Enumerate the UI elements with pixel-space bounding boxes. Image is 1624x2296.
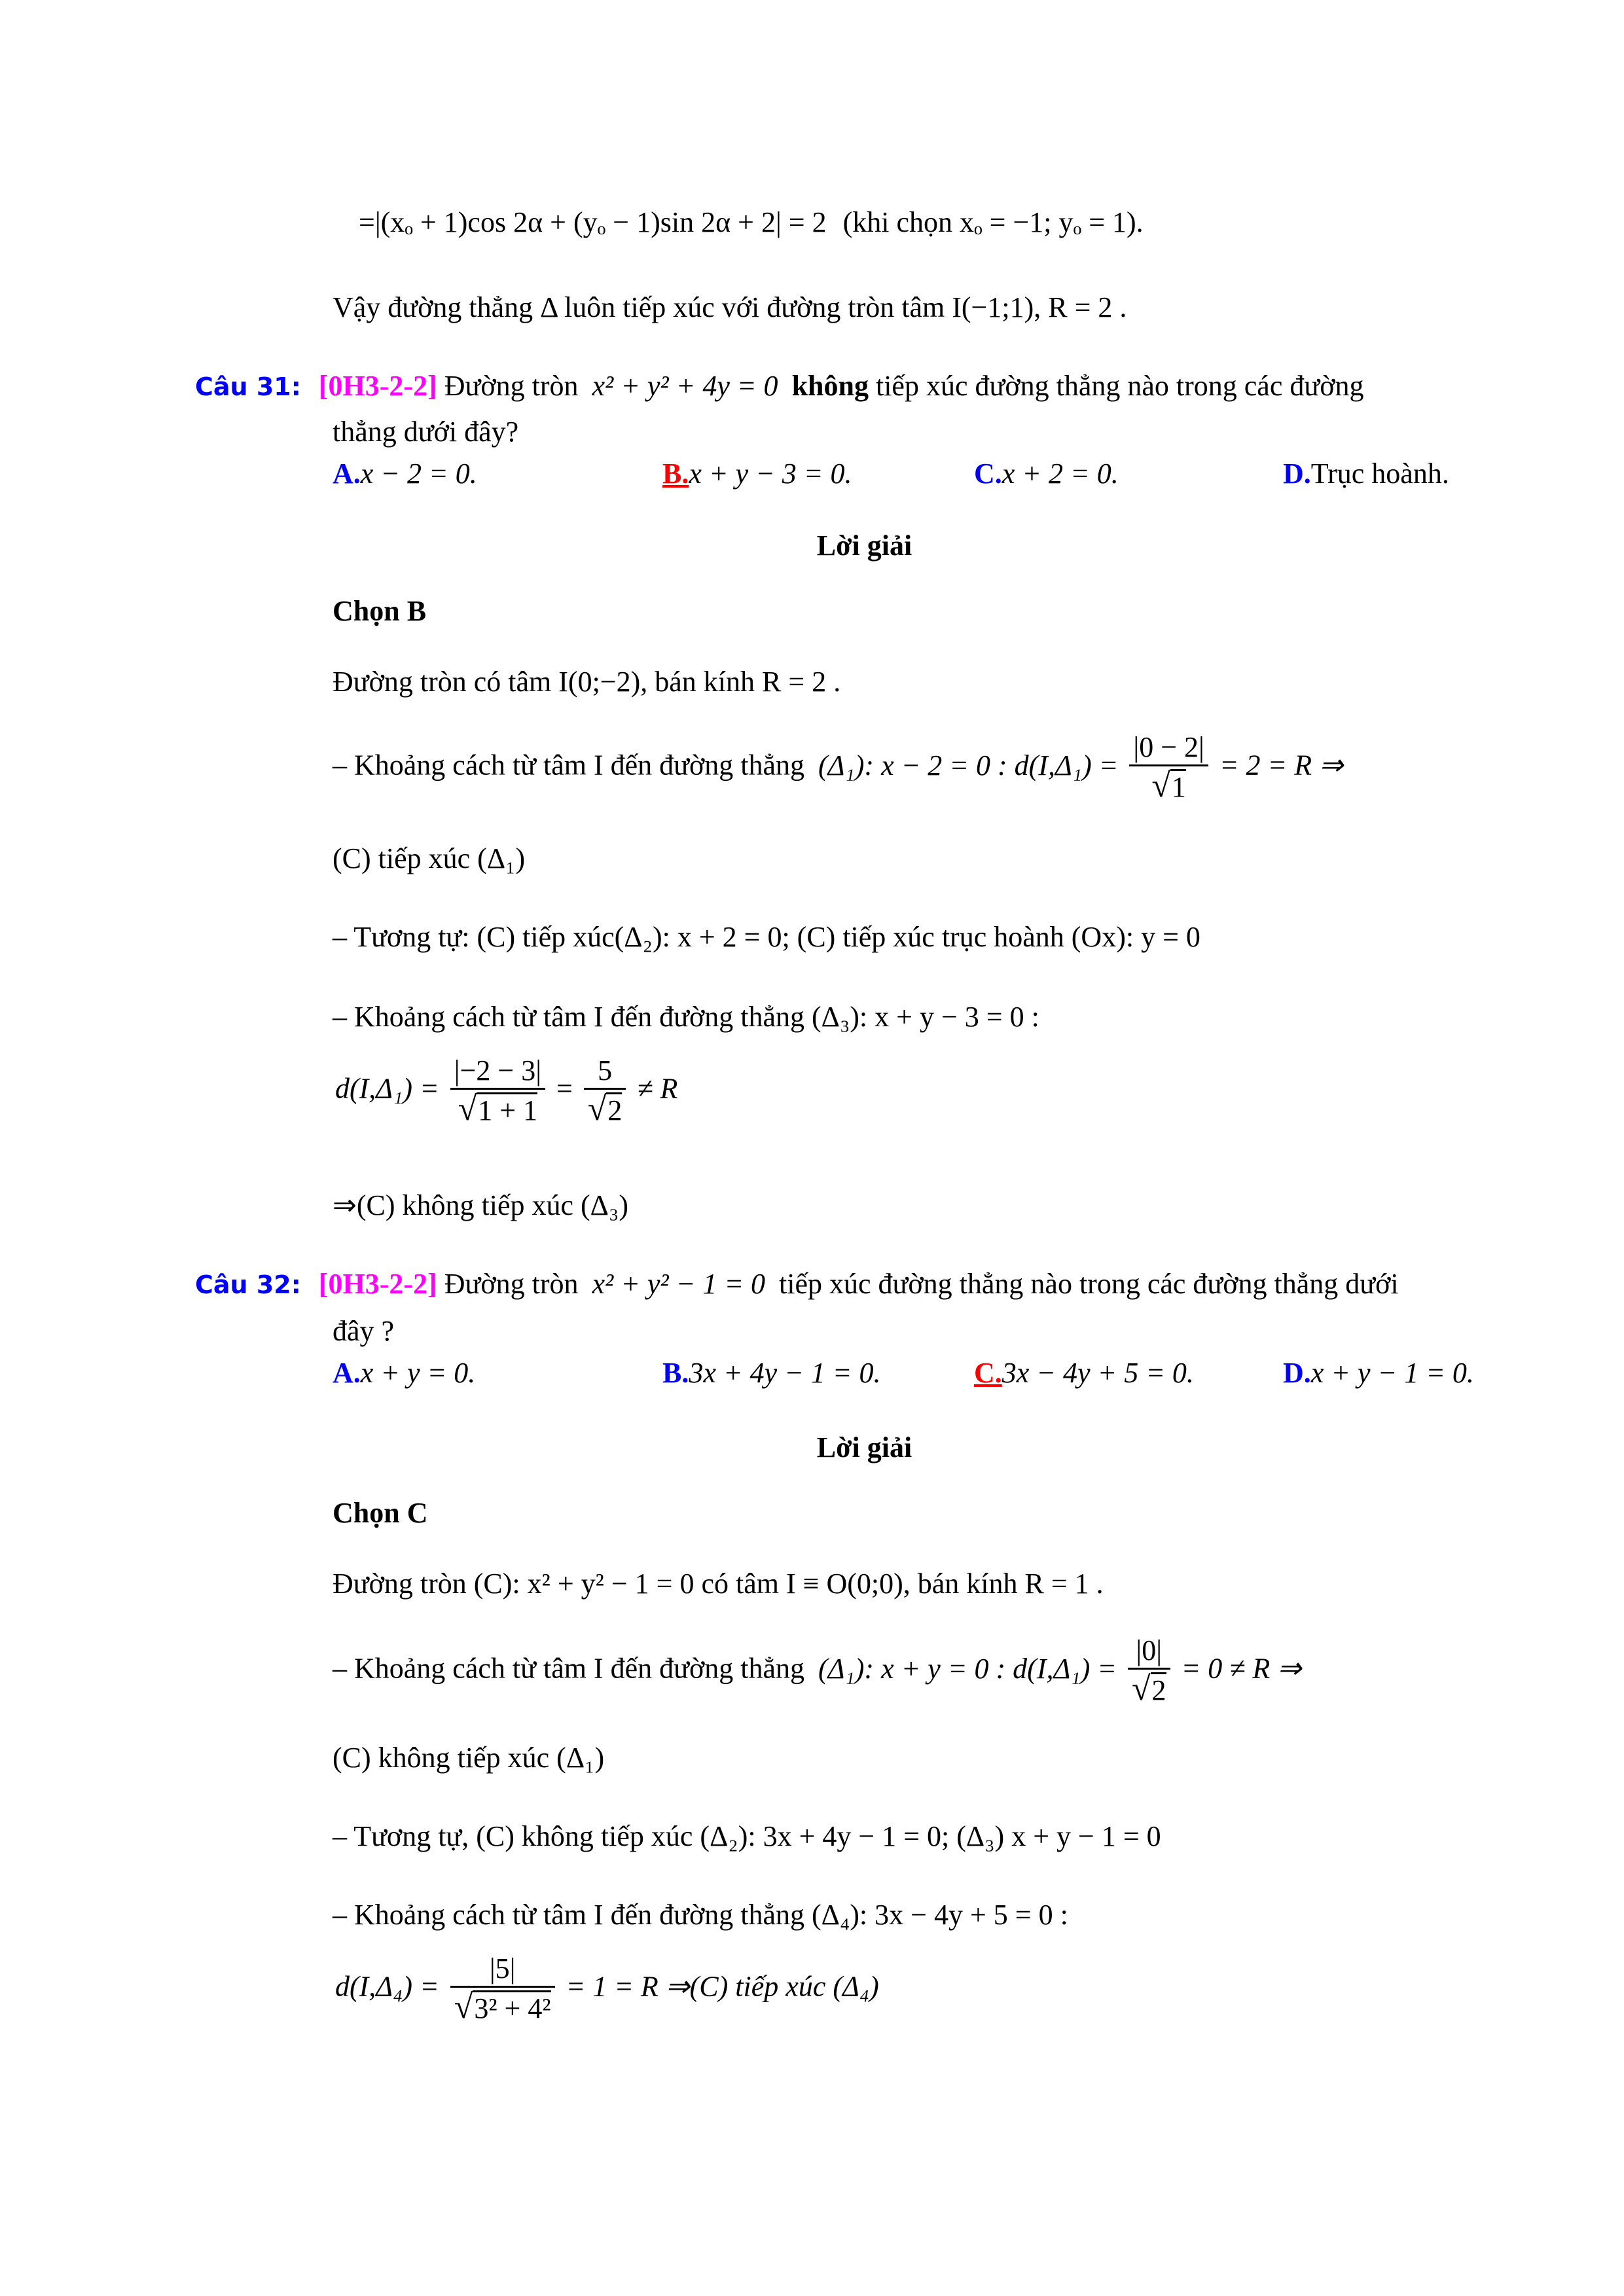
q31-s6-den2: 2	[606, 1092, 622, 1126]
q32-s6-lhs: d(I,Δ₄) =	[335, 1970, 439, 2003]
q32-option-a	[333, 1359, 475, 1388]
q31-s2-den: 1	[1170, 769, 1186, 803]
q32-s4: – Tương tự, (C) không tiếp xúc (Δ₂): 3x + 4y − 1 = 0; (Δ₃) x + y − 1 = 0	[333, 1820, 1161, 1852]
q31-option-c-text: x + 2 = 0.	[1001, 457, 1119, 490]
q31-option-c	[974, 459, 1119, 488]
q31-s2-fraction	[1129, 733, 1208, 803]
prev-equation-line	[359, 208, 1144, 237]
q32-s1: Đường tròn (C): x² + y² − 1 = 0 có tâm I ≡ O(0;0), bán kính R = 1 .	[333, 1568, 1104, 1600]
q31-option-b-key: B.	[662, 457, 689, 490]
q32-s2-den-wrap: √2	[1131, 1670, 1166, 1708]
q31-s6-den1-wrap: √1 + 1	[458, 1090, 538, 1128]
q31-choice: Chọn B	[333, 595, 427, 627]
prev-conclusion: Vậy đường thẳng Δ luôn tiếp xúc với đường tròn tâm I(−1;1), R = 2 .	[333, 291, 1127, 323]
q32-tag: [0H3-2-2]	[318, 1268, 437, 1300]
q31-option-c-key: C.	[974, 457, 1002, 490]
q32-option-b-key: B.	[662, 1357, 689, 1389]
q31-s1: Đường tròn có tâm I(0;−2), bán kính R = 2 .	[333, 666, 841, 698]
q32-s6-num: |5|	[450, 1954, 555, 1988]
q32-option-d-text: x + y − 1 = 0.	[1310, 1357, 1474, 1389]
q31-s2	[333, 733, 1343, 803]
q32-option-d	[1283, 1359, 1474, 1388]
q32-option-a-key: A.	[333, 1357, 361, 1389]
q32-s6-den-wrap: √3² + 4²	[454, 1988, 551, 2026]
q32-option-c-text: 3x − 4y + 5 = 0.	[1001, 1357, 1194, 1389]
q31-option-d-text: Trục hoành.	[1310, 457, 1449, 490]
q31-s6-num1: |−2 − 3|	[450, 1056, 545, 1090]
q31-stem-b: tiếp xúc đường thẳng nào trong các đường	[875, 370, 1364, 402]
q31-s2-den-wrap: √1	[1151, 767, 1186, 804]
q31-option-b	[662, 459, 852, 488]
q31-s6-fraction1	[450, 1056, 545, 1126]
q31-s6: d(I,Δ₁) = $\frac{|-2 - 3|}{√1 + 1}$ = $\frac{5}{√2}$ ≠ R	[335, 1054, 678, 1128]
q31-s4: – Tương tự: (C) tiếp xúc(Δ₂): x + 2 = 0; (C) tiếp xúc trục hoành (Ox): y = 0	[333, 921, 1200, 953]
q31-stem-eq: x² + y² + 4y = 0	[592, 370, 778, 402]
q32-solution-title: Lời giải	[816, 1431, 912, 1463]
q32-option-b-text: 3x + 4y − 1 = 0.	[689, 1357, 881, 1389]
q31-s6-den2-wrap: √2	[587, 1090, 623, 1128]
q31-s7: ⇒(C) không tiếp xúc (Δ₃)	[333, 1189, 628, 1221]
prev-equation-note: (khi chọn xₒ = −1; yₒ = 1).	[842, 206, 1144, 238]
q31-s2-tail: = 2 = R ⇒	[1219, 749, 1343, 781]
q32-stem-b: tiếp xúc đường thẳng nào trong các đường thẳng dưới	[779, 1268, 1399, 1300]
q31-s6-lhs: d(I,Δ₁) =	[335, 1072, 439, 1105]
q32-stem-eq: x² + y² − 1 = 0	[592, 1268, 766, 1300]
q31-stem-c: thẳng dưới đây?	[333, 416, 519, 448]
q32-s2-tail: = 0 ≠ R ⇒	[1181, 1652, 1302, 1685]
q31-s3: (C) tiếp xúc (Δ₁)	[333, 842, 526, 874]
q31-stem-a: Đường tròn	[444, 370, 579, 402]
q31-label: Câu 31:	[195, 372, 301, 401]
q32-option-a-text: x + y = 0.	[360, 1357, 476, 1389]
q32-s2-den: 2	[1151, 1672, 1166, 1706]
q31-stem-line	[195, 372, 1363, 401]
q31-option-a-key: A.	[333, 457, 361, 490]
q32-s6-tail: = 1 = R ⇒(C) tiếp xúc (Δ₄)	[566, 1970, 879, 2003]
q32-s2-eq: (Δ₁): x + y = 0 : d(I,Δ₁) =	[818, 1652, 1117, 1685]
q31-s6-den1: 1 + 1	[477, 1092, 537, 1126]
q32-option-d-key: D.	[1283, 1357, 1311, 1389]
q32-choice: Chọn C	[333, 1497, 428, 1529]
q31-option-a-text: x − 2 = 0.	[360, 457, 477, 490]
q32-s5: – Khoảng cách từ tâm I đến đường thẳng (Δ₄): 3x − 4y + 5 = 0 :	[333, 1899, 1068, 1931]
q32-s2-text: – Khoảng cách từ tâm I đến đường thẳng	[333, 1652, 804, 1685]
q32-s2	[333, 1636, 1301, 1706]
q32-stem-line	[195, 1270, 1399, 1299]
q32-stem-c: đây ?	[333, 1315, 395, 1347]
q32-option-c	[974, 1359, 1194, 1388]
q32-option-b	[662, 1359, 881, 1388]
q32-option-c-key: C.	[974, 1357, 1002, 1389]
q31-s2-num: |0 − 2|	[1129, 733, 1208, 766]
q32-s6-den: 3² + 4²	[473, 1990, 550, 2024]
q32-label: Câu 32:	[195, 1270, 301, 1299]
q31-s2-eq: (Δ₁): x − 2 = 0 : d(I,Δ₁) =	[818, 749, 1119, 781]
q32-s6-fraction	[450, 1954, 555, 2024]
q31-s2-text: – Khoảng cách từ tâm I đến đường thẳng	[333, 749, 804, 781]
q32-stem-a: Đường tròn	[444, 1268, 579, 1300]
q32-s3: (C) không tiếp xúc (Δ₁)	[333, 1742, 605, 1774]
q31-stem-bold: không	[791, 370, 869, 402]
q32-s2-num: |0|	[1128, 1636, 1170, 1670]
prev-equation: =|(xₒ + 1)cos 2α + (yₒ − 1)sin 2α + 2| = 2	[359, 206, 827, 238]
q31-tag: [0H3-2-2]	[318, 370, 437, 402]
q31-s6-fraction2	[584, 1056, 626, 1126]
q31-option-b-text: x + y − 3 = 0.	[689, 457, 852, 490]
q31-s6-num2: 5	[584, 1056, 626, 1090]
q31-solution-title: Lời giải	[816, 529, 912, 562]
q32-s6	[335, 1954, 879, 2024]
q31-option-a	[333, 459, 477, 488]
q31-option-d	[1283, 459, 1449, 488]
q32-s2-fraction	[1128, 1636, 1170, 1706]
q31-option-d-key: D.	[1283, 457, 1311, 490]
q31-s5: – Khoảng cách từ tâm I đến đường thẳng (Δ₃): x + y − 3 = 0 :	[333, 1001, 1039, 1033]
q31-s6-tail: ≠ R	[637, 1072, 678, 1105]
